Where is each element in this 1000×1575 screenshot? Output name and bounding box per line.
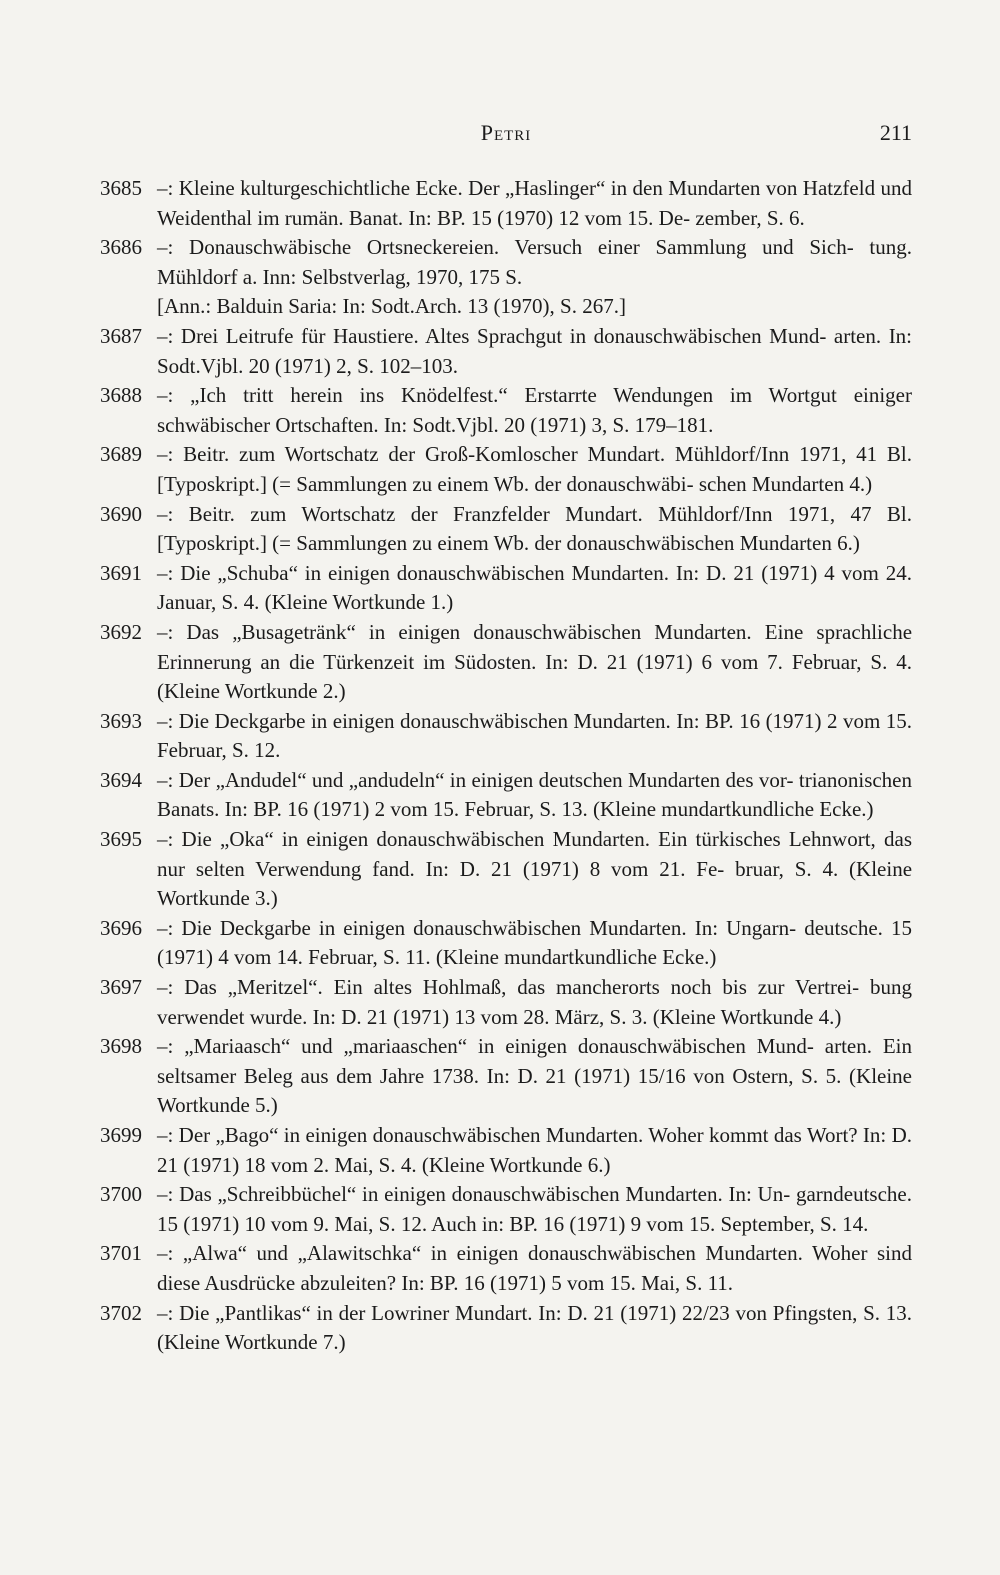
bibliography-entry — [100, 914, 912, 973]
entry-line: Wortkunde 4.) — [720, 1004, 842, 1029]
entry-line: schen Mundarten 4.) — [698, 471, 873, 496]
entry-line: –: Das „Busagetränk“ in einigen donauschwäbischen Mundarten. Eine — [157, 619, 804, 644]
entry-line: Mundarten 6.) — [739, 531, 860, 556]
entry-number: 3691 — [100, 560, 142, 585]
entry-number: 3693 — [100, 708, 142, 733]
entry-text — [157, 618, 912, 707]
entry-number: 3685 — [100, 176, 142, 200]
bibliography-entry — [100, 440, 912, 499]
entry-line: –: Das „Meritzel“. Ein altes Hohlmaß, das mancherorts noch bis zur Vertrei- — [157, 975, 860, 1000]
entry-line: –: Donauschwäbische Ortsneckereien. Versuch einer Sammlung und Sich- — [157, 235, 854, 260]
entry-text — [157, 825, 912, 914]
entry-line: –: Das „Schreibbüchel“ in einigen donauschwäbischen Mundarten. In: Un- — [157, 1182, 791, 1207]
running-title: Petri — [480, 120, 532, 145]
bibliography-entry — [100, 233, 912, 322]
entry-text — [157, 1180, 912, 1239]
entry-number: 3702 — [100, 1300, 142, 1325]
entry-line: Woher sind diese Ausdrücke abzuleiten? In: BP. 16 (1971) 5 vom 15. Mai, S. 11. — [157, 1241, 912, 1295]
entry-line: –: Die Deckgarbe in einigen donauschwäbischen Mundarten. In: Ungarn- — [157, 915, 797, 940]
entry-text — [157, 973, 912, 1032]
entry-line: Hatzfeld und Weidenthal im rumän. Banat. In: BP. 15 (1970) 12 vom 15. De- — [157, 176, 912, 230]
entry-line: deutsche. 15 (1971) 4 vom 14. Februar, S. 11. (Kleine mundartkundliche — [157, 915, 912, 970]
entry-line: bung verwendet wurde. In: D. 21 (1971) 13 vom 28. März, S. 3. (Kleine — [157, 975, 912, 1029]
entry-number: 3700 — [100, 1182, 142, 1207]
bibliography-entry — [100, 174, 912, 233]
entry-number: 3689 — [100, 442, 142, 467]
bibliography-entry — [100, 322, 912, 381]
entry-text — [157, 440, 912, 499]
entry-number: 3688 — [100, 383, 142, 408]
bibliography-entry — [100, 1032, 912, 1121]
entry-line: sprachliche Erinnerung an die Türkenzeit im Südosten. In: D. 21 (1971) 6 — [157, 619, 913, 674]
bibliography-entry — [100, 559, 912, 618]
entry-number: 3696 — [100, 915, 142, 940]
entry-line: 1971, 41 Bl. [Typoskript.] (= Sammlungen zu einem Wb. der donauschwäbi- — [157, 442, 913, 496]
entry-line: –: Drei Leitrufe für Haustiere. Altes Sprachgut in donauschwäbischen Mund- — [157, 323, 827, 348]
bibliography-entry — [100, 618, 912, 707]
entry-line: vom 7. Februar, S. 4. (Kleine Wortkunde 2.) — [157, 649, 912, 704]
entry-text — [157, 500, 912, 559]
bibliography-entry — [100, 1180, 912, 1239]
entry-line: Ostern, S. 5. (Kleine Wortkunde 5.) — [157, 1063, 913, 1118]
bibliography-entry — [100, 1299, 912, 1358]
entry-line: –: Die „Oka“ in einigen donauschwäbischen Mundarten. Ein türkisches — [157, 827, 781, 852]
bibliography-entry — [100, 500, 912, 559]
entry-line: –: Kleine kulturgeschichtliche Ecke. Der „Haslinger“ in den Mundarten von — [157, 176, 798, 200]
entry-line: –: Die „Schuba“ in einigen donauschwäbischen Mundarten. In: D. 21 (1971) 4 — [157, 560, 835, 585]
entry-text — [157, 233, 912, 322]
entry-line: Pfingsten, S. 13. (Kleine Wortkunde 7.) — [157, 1300, 912, 1355]
entry-number: 3687 — [100, 323, 142, 348]
entry-text — [157, 1032, 912, 1121]
entry-line: Ecke.) — [662, 945, 717, 970]
entry-line: Lehnwort, das nur selten Verwendung fand. In: D. 21 (1971) 8 vom 21. Fe- — [157, 827, 912, 881]
entry-line: –: „Alwa“ und „Alawitschka“ in einigen donauschwäbischen Mundarten. — [157, 1241, 803, 1266]
entry-line: –: „Ich tritt herein ins Knödelfest.“ Erstarrte Wendungen im Wortgut einiger — [157, 383, 912, 408]
entry-line: –: Beitr. zum Wortschatz der Franzfelder Mundart. Mühldorf/Inn 1971, — [157, 501, 836, 526]
entry-number: 3694 — [100, 767, 142, 792]
entry-text — [157, 1299, 912, 1358]
entry-text — [157, 1121, 912, 1180]
entry-line: [Ann.: Balduin Saria: In: Sodt.Arch. 13 (1970), S. 267.] — [157, 294, 626, 319]
entry-number: 3697 — [100, 975, 142, 1000]
entry-number: 3690 — [100, 501, 142, 526]
entry-line: arten. Ein seltsamer Beleg aus dem Jahre 1738. In: D. 21 (1971) 15/16 von — [157, 1034, 913, 1088]
entry-line: –: Beitr. zum Wortschatz der Groß-Komloscher Mundart. Mühldorf/Inn — [157, 442, 790, 467]
entry-number: 3699 — [100, 1123, 142, 1147]
entry-text — [157, 914, 912, 973]
entry-number: 3695 — [100, 827, 142, 852]
entry-text — [157, 766, 912, 825]
entry-number: 3686 — [100, 235, 142, 260]
bibliography-entry — [100, 973, 912, 1032]
entry-line: vom 24. Januar, S. 4. (Kleine Wortkunde 1.) — [157, 560, 912, 615]
entry-line: –: „Mariaasch“ und „mariaaschen“ in einigen donauschwäbischen Mund- — [157, 1034, 814, 1059]
entry-line: 15. September, S. 14. — [689, 1211, 869, 1236]
entry-text — [157, 1239, 912, 1298]
bibliography-entry — [100, 1121, 912, 1180]
entry-text — [157, 707, 912, 766]
bibliography-entry — [100, 381, 912, 440]
entry-line: –: Die „Pantlikas“ in der Lowriner Mundart. In: D. 21 (1971) 22/23 von — [157, 1300, 768, 1325]
entry-number: 3698 — [100, 1034, 142, 1059]
page-number: 211 — [879, 120, 912, 145]
entry-line: mundartkundliche Ecke.) — [661, 797, 874, 822]
bibliography-entries — [100, 174, 912, 1358]
entry-text — [157, 322, 912, 381]
entry-line: tung. Mühldorf a. Inn: Selbstverlag, 1970, 175 S. — [157, 235, 912, 289]
entry-text — [157, 381, 912, 440]
entry-line: trianonischen Banats. In: BP. 16 (1971) 2 vom 15. Februar, S. 13. (Kleine — [157, 767, 913, 822]
entry-line: zember, S. 6. — [695, 205, 805, 230]
entry-line: bruar, S. 4. (Kleine Wortkunde 3.) — [157, 856, 913, 911]
entry-line: –: Der „Bago“ in einigen donauschwäbischen Mundarten. Woher kommt das — [157, 1123, 802, 1147]
entry-line: Wort? In: D. 21 (1971) 18 vom 2. Mai, S. 4. (Kleine Wortkunde 6.) — [157, 1123, 913, 1177]
entry-line: schwäbischer Ortschaften. In: Sodt.Vjbl. 20 (1971) 3, S. 179–181. — [157, 412, 714, 437]
bibliography-entry — [100, 766, 912, 825]
entry-line: –: Die Deckgarbe in einigen donauschwäbischen Mundarten. In: BP. 16 — [157, 708, 761, 733]
running-head — [100, 120, 912, 150]
bibliography-entry — [100, 825, 912, 914]
entry-number: 3701 — [100, 1241, 142, 1266]
entry-number: 3692 — [100, 619, 142, 644]
entry-line: (1971) 2 vom 15. Februar, S. 12. — [157, 708, 912, 763]
bibliography-entry — [100, 1239, 912, 1298]
entry-text — [157, 174, 912, 233]
entry-text — [157, 559, 912, 618]
bibliography-entry — [100, 707, 912, 766]
entry-line: 47 Bl. [Typoskript.] (= Sammlungen zu einem Wb. der donauschwäbischen — [157, 501, 913, 556]
entry-line: garndeutsche. 15 (1971) 10 vom 9. Mai, S. 12. Auch in: BP. 16 (1971) 9 vom — [157, 1182, 912, 1236]
entry-line: –: Der „Andudel“ und „andudeln“ in einigen deutschen Mundarten des vor- — [157, 767, 794, 792]
entry-line: arten. In: Sodt.Vjbl. 20 (1971) 2, S. 102–103. — [157, 323, 913, 378]
